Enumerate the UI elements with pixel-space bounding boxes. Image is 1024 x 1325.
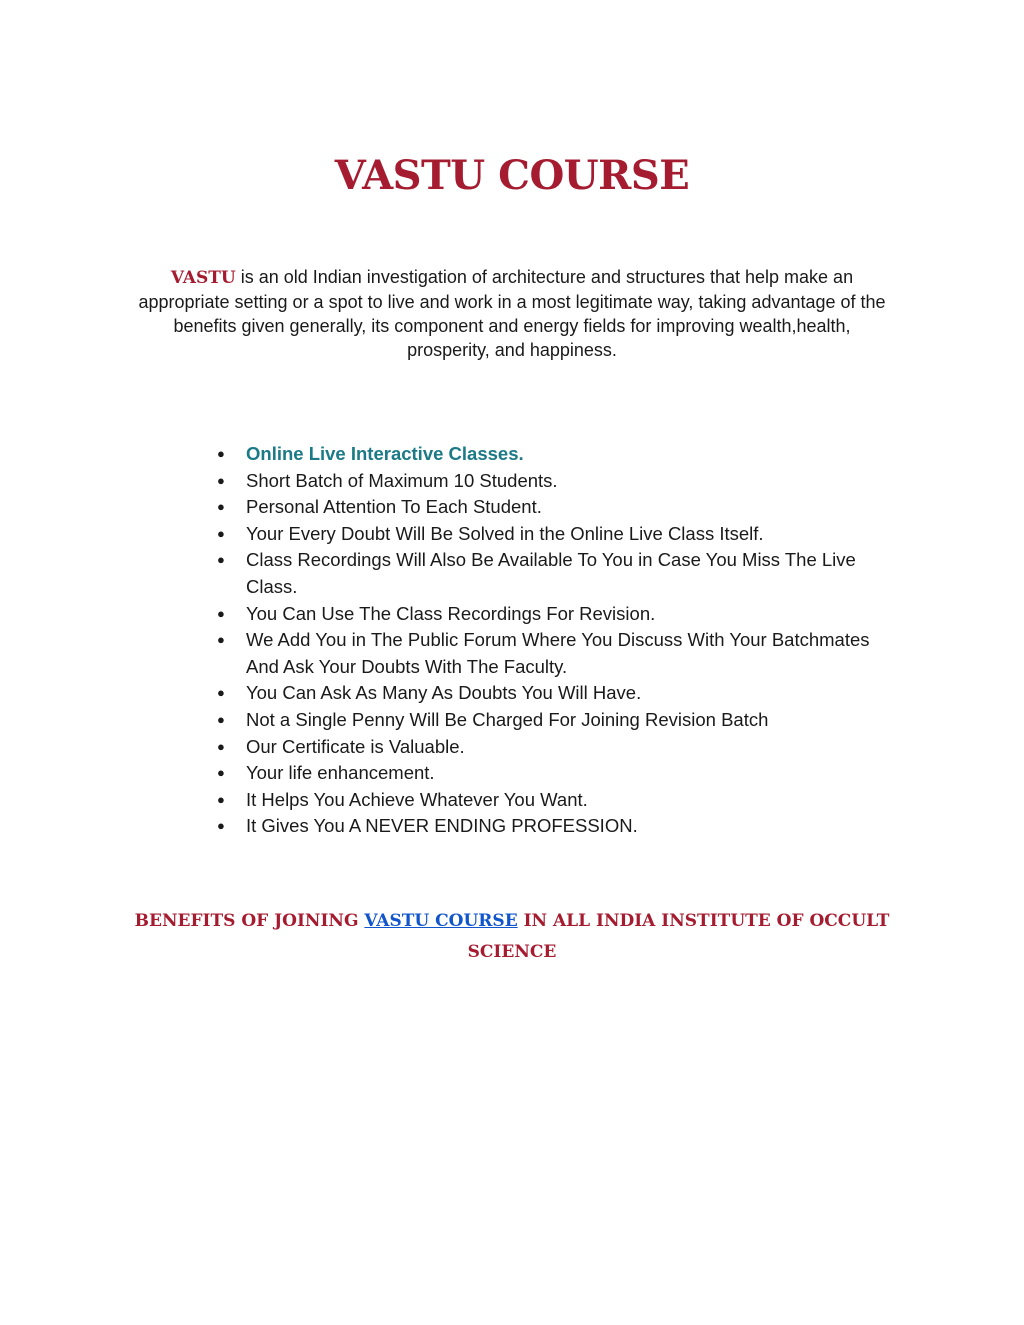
list-item: [214, 760, 894, 787]
list-item-text: We Add You in The Public Forum Where You Discuss With Your Batchmates And Ask Your Doubts With The Faculty.: [246, 629, 870, 677]
list-item: [214, 813, 894, 840]
list-item-text: It Helps You Achieve Whatever You Want.: [246, 788, 588, 810]
list-item: [214, 680, 894, 707]
list-item-text: Online Live Interactive Classes.: [246, 443, 524, 464]
benefits-prefix: BENEFITS OF JOINING: [134, 911, 365, 931]
list-item-text: Your Every Doubt Will Be Solved in the Online Live Class Itself.: [246, 522, 764, 544]
list-item: [214, 734, 894, 761]
bullet-icon: ●: [217, 818, 225, 834]
bullet-icon: ●: [217, 446, 225, 461]
intro-text: is an old Indian investigation of architecture and structures that help make an appropriate setting or a spot to live and work in a most legitimate way, taking advantage of the benefits given generally, its component and energy fields for improving wealth,health, prosperity, and happiness.: [138, 267, 886, 360]
bullet-icon: ●: [217, 472, 225, 488]
list-item: [214, 494, 894, 521]
benefits-suffix: IN ALL INDIA INSTITUTE OF OCCULT SCIENCE: [467, 911, 890, 962]
list-item: [214, 627, 894, 680]
list-item: [214, 601, 894, 628]
list-item-text: You Can Ask As Many As Doubts You Will Have.: [246, 682, 642, 704]
bullet-icon: ●: [217, 711, 225, 727]
bullet-icon: ●: [217, 738, 225, 754]
list-item-text: Your life enhancement.: [246, 762, 435, 784]
list-item: [214, 787, 894, 814]
vastu-course-link[interactable]: VASTU COURSE: [364, 911, 518, 931]
list-item-text: Class Recordings Will Also Be Available To You in Case You Miss The Live Class.: [246, 549, 856, 597]
bullet-icon: ●: [217, 552, 225, 568]
intro-keyword: VASTU: [170, 268, 236, 288]
list-item-text: Our Certificate is Valuable.: [246, 735, 465, 757]
list-item-text: You Can Use The Class Recordings For Revision.: [246, 602, 656, 624]
features-list: [214, 441, 894, 840]
list-item: [214, 707, 894, 734]
list-item: [214, 441, 894, 468]
list-item: [214, 547, 894, 600]
bullet-icon: ●: [217, 605, 225, 621]
bullet-icon: ●: [217, 765, 225, 781]
list-item-text: Short Batch of Maximum 10 Students.: [246, 469, 558, 491]
list-item-text: Personal Attention To Each Student.: [246, 496, 542, 518]
list-item-text: It Gives You A NEVER ENDING PROFESSION.: [246, 815, 638, 837]
list-item: [214, 468, 894, 495]
intro-paragraph: [130, 265, 894, 362]
list-item-text: Not a Single Penny Will Be Charged For Joining Revision Batch: [246, 708, 769, 730]
bullet-icon: ●: [217, 632, 225, 648]
bullet-icon: ●: [217, 685, 225, 701]
bullet-icon: ●: [217, 525, 225, 541]
bullet-icon: ●: [217, 791, 225, 807]
page-title: VASTU COURSE: [334, 152, 690, 199]
benefits-heading: [120, 906, 904, 968]
bullet-icon: ●: [217, 499, 225, 515]
list-item: [214, 521, 894, 548]
